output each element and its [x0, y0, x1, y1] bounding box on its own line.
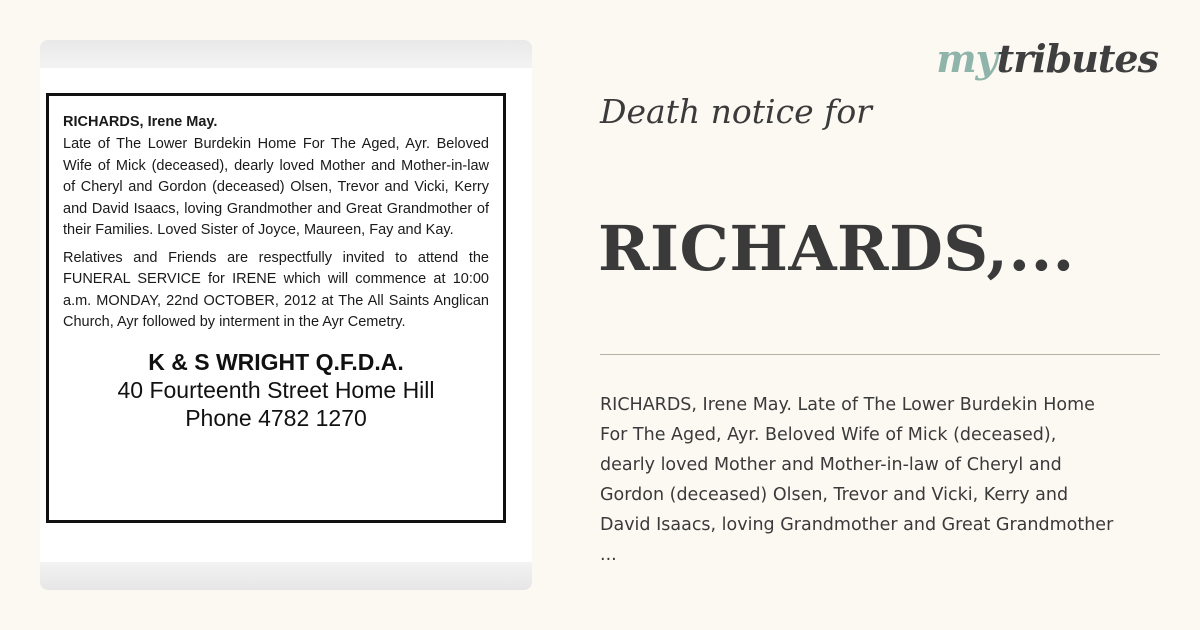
- notice-heading: RICHARDS, Irene May.: [63, 114, 218, 130]
- notice-paragraph-details: Late of The Lower Burdekin Home For The Aged, Ayr. Beloved Wife of Mick (deceased), dearly loved Mother and Mother-in-law of Cheryl and Gordon (deceased) Olsen, Trevor and Vicki, Kerry and David Isaacs, loving Grandmother and Great Grandmother of their Families. Loved Sister of Joyce, Maureen, Fay and Kay.: [63, 136, 489, 238]
- logo-part-my: my: [936, 36, 997, 81]
- page-subtitle: Death notice for: [600, 92, 872, 131]
- notice-paragraph-funeral: Relatives and Friends are respectfully invited to attend the FUNERAL SERVICE for IRENE which will commence at 10:00 a.m. MONDAY, 22nd OCTOBER, 2012 at The All Saints Anglican Church, Ayr followed by interment in the Ayr Cemetry.: [63, 249, 489, 330]
- funeral-director-phone: Phone 4782 1270: [185, 404, 367, 431]
- funeral-director-block: [63, 348, 489, 432]
- funeral-director-name: K & S WRIGHT Q.F.D.A.: [148, 348, 404, 375]
- mytributes-logo: [936, 36, 1158, 81]
- notice-image-card: [40, 40, 532, 590]
- funeral-director-address: 40 Fourteenth Street Home Hill: [117, 376, 435, 403]
- notice-excerpt: RICHARDS, Irene May. Late of The Lower Burdekin Home For The Aged, Ayr. Beloved Wife of Mick (deceased), dearly loved Mother and Mother-in-law of Cheryl and Gordon (deceased) Olsen, Trevor and Vicki, Kerry and David Isaacs, loving Grandmother and Great Grandmother ...: [600, 395, 1114, 565]
- divider: [600, 354, 1160, 355]
- death-notice-clipping: [46, 93, 506, 523]
- logo-part-tributes: tributes: [996, 36, 1158, 81]
- page-title: RICHARDS,...: [598, 212, 1075, 285]
